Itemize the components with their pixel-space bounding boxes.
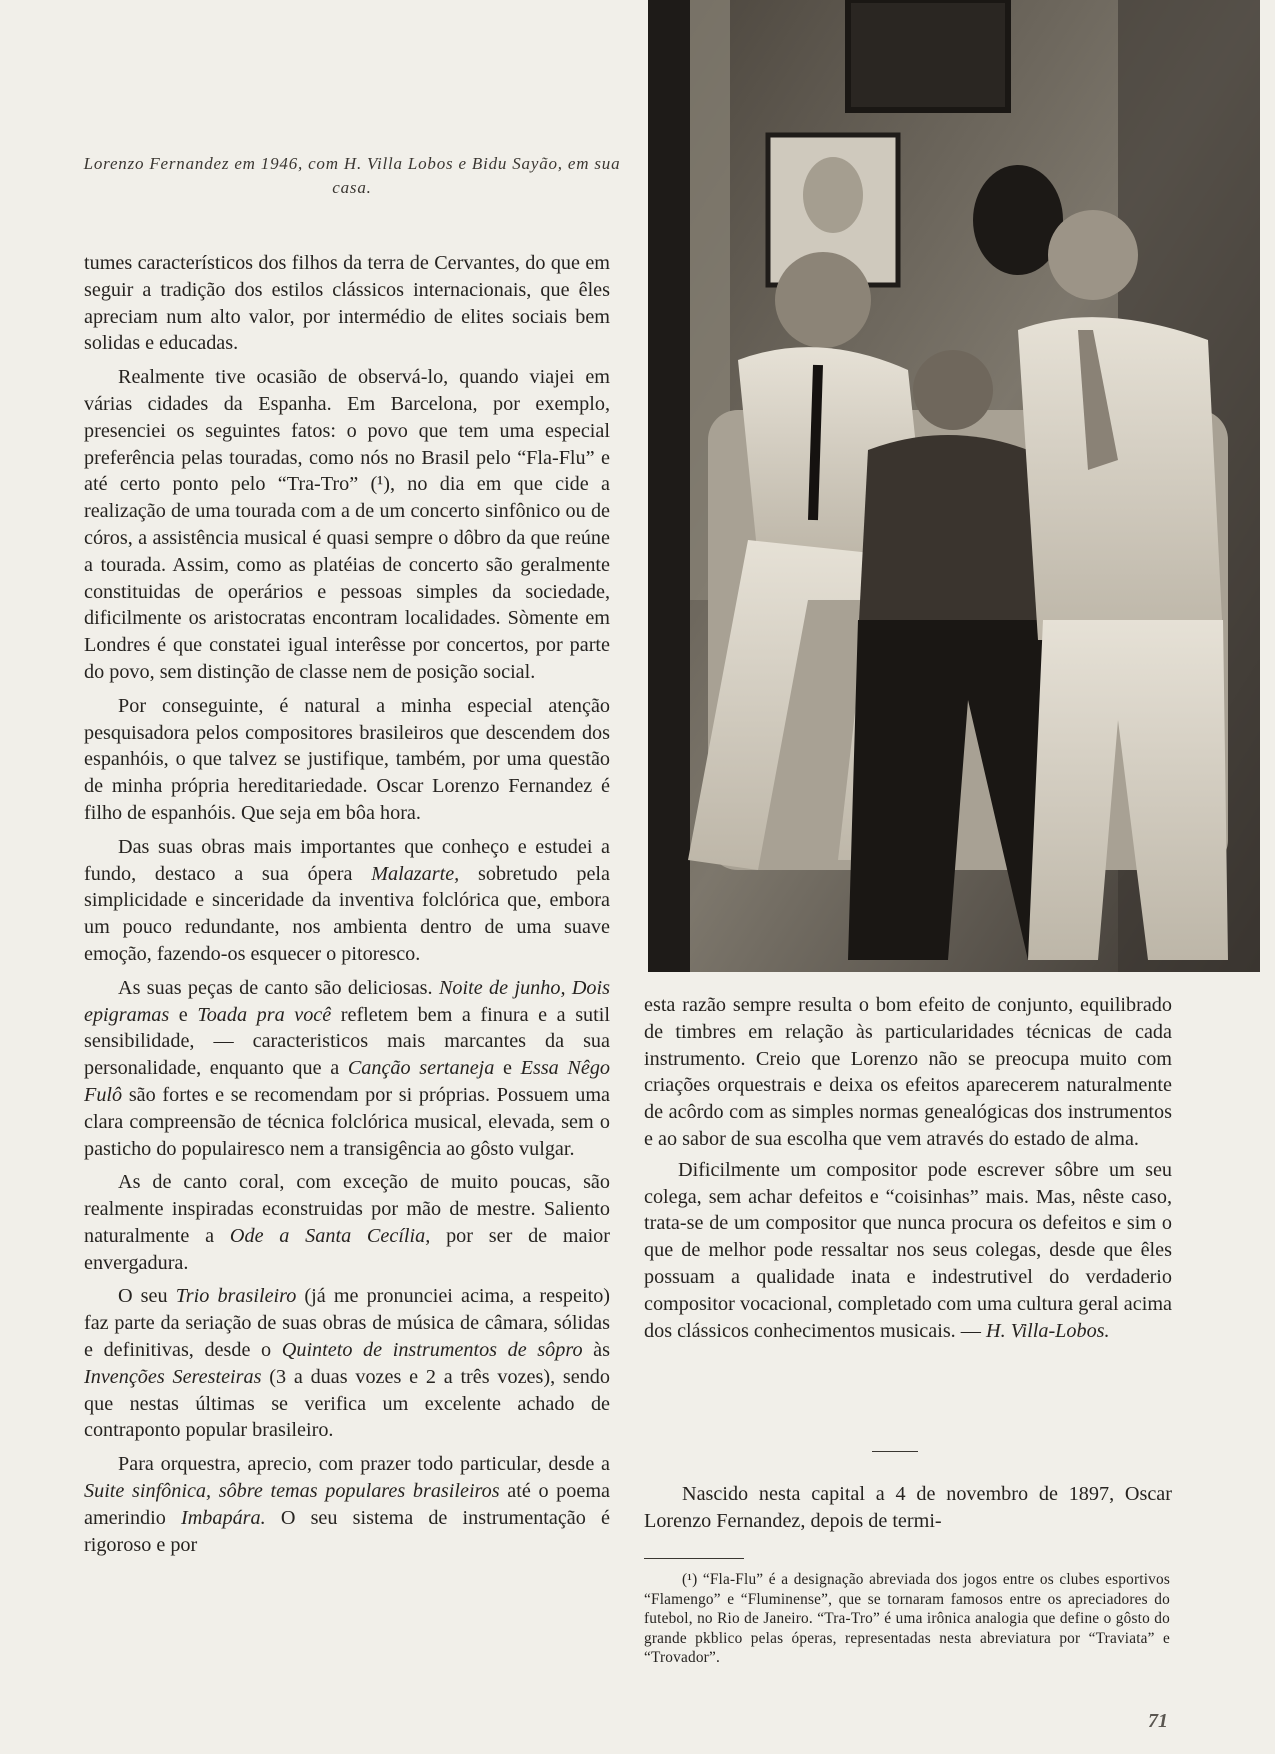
italic-title: Trio brasileiro bbox=[175, 1285, 297, 1308]
italic-title: Imbapára. bbox=[181, 1506, 266, 1529]
photo-illustration bbox=[648, 0, 1260, 972]
text-run: sobretudo pela simplicidade e sinceridade da inventiva folclórica que, embora um pouco redundante, nos ambienta dentro de uma suave emoção, fazendo-os esquecer o pitoresco. bbox=[84, 862, 610, 965]
text-run: Das suas obras mais importantes que conheço e estudei a fundo, destaco a sua ópera bbox=[84, 835, 610, 885]
text-run: (3 a duas vozes e 2 a três vozes), sendo que nestas últimas se verifica um excelente achado de contraponto popular brasileiro. bbox=[84, 1365, 610, 1442]
text-run: e bbox=[169, 1003, 198, 1026]
italic-title: Invenções Seresteiras bbox=[84, 1365, 262, 1388]
italic-title: Suite sinfônica, sôbre temas populares brasileiros bbox=[84, 1480, 500, 1503]
text-run: (já me pronunciei acima, a respeito) faz parte da seriação de suas obras de música de câmara, sólidas e definitivas, desde o bbox=[84, 1285, 611, 1362]
text-run: e bbox=[494, 1057, 521, 1080]
paragraph bbox=[84, 250, 610, 357]
photo-caption: Lorenzo Fernandez em 1946, com H. Villa Lobos e Bidu Sayão, em sua casa. bbox=[83, 154, 621, 197]
italic-title: Toada pra você bbox=[197, 1003, 332, 1026]
text-run: Para orquestra, aprecio, com prazer todo particular, desde a bbox=[118, 1453, 610, 1476]
paragraph bbox=[84, 364, 610, 686]
text-run: por ser de maior envergadura. bbox=[84, 1224, 610, 1274]
text-run: O seu sistema de instrumentação é rigoroso e por bbox=[84, 1506, 610, 1556]
page-number: 71 bbox=[1148, 1710, 1168, 1732]
text-run: são fortes e se recomendam por si próprias. Possuem uma clara compreensão de técnica folclórica musical, elevada, sem o pasticho do populairesco nem a transigência ao gôsto vulgar. bbox=[84, 1083, 610, 1160]
paragraph bbox=[84, 1283, 610, 1444]
paragraph bbox=[84, 975, 610, 1163]
photograph bbox=[648, 0, 1260, 972]
italic-title: Canção sertaneja bbox=[347, 1057, 495, 1080]
text-run: Por conseguinte, é natural a minha especial atenção pesquisadora pelos compositores brasileiros que descendem dos espanhóis, o que talvez se justifique, também, por uma questão de minha própria hereditariedade. Oscar Lorenzo Fernandez é filho de espanhóis. Que seja em bôa hora. bbox=[84, 694, 610, 824]
text-run: às bbox=[582, 1339, 610, 1362]
italic-title: Quinteto de instrumentos de sôpro bbox=[281, 1339, 583, 1362]
text-run: refletem bem a finura e a sutil sensibilidade, — caracteristicos mais marcantes da sua personalidade, enquanto que a bbox=[84, 1003, 610, 1080]
paragraph bbox=[84, 1169, 610, 1276]
section-divider bbox=[872, 1451, 918, 1452]
text-run: Realmente tive ocasião de observá-lo, quando viajei em várias cidades da Espanha. Em Barcelona, por exemplo, presenciei os seguintes fatos: o povo que tem uma especial preferência pelas touradas, como nós no Brasil pelo “Fla-Flu” e até certo ponto pelo “Tra-Tro” (¹), no dia em que cide a realização de uma tourada com a de um concerto sinfônico ou de córos, a assistência musical é quasi sempre o dôbro da que reúne a tourada. Assim, como as platéias de concerto são geralmente constituidas de operários e pessoas simples da sociedade, dificilmente os aristocratas encontram localidades. Sòmente em Londres é que constatei igual interêsse por concertos, por parte do povo, sem distinção de classe nem de posição social. bbox=[84, 366, 610, 683]
italic-title: Noite de junho, Dois epigramas bbox=[84, 976, 610, 1026]
text-run: As suas peças de canto são deliciosas. bbox=[118, 976, 439, 999]
biography-paragraph: Nascido nesta capital a 4 de novembro de 1897, Oscar Lorenzo Fernandez, depois de termi- bbox=[644, 1483, 1172, 1532]
italic-title: Malazarte, bbox=[371, 862, 460, 885]
text-run: esta razão sempre resulta o bom efeito de conjunto, equilibrado de timbres em relação às particularidades técnicas de cada instrumento. Creio que Lorenzo não se preocupa muito com criações orquestrais e deixa os efeitos aparecerem naturalmente de acôrdo com as simples normas genealógicas dos instrumentos e ao sabor de sua escolha que vem através do estado de alma. bbox=[644, 994, 1172, 1150]
text-run: Dificilmente um compositor pode escrever sôbre um seu colega, sem achar defeitos e “coisinhas” mais. Mas, nêste caso, trata-se de um compositor que nunca procura os defeitos e sim o que de melhor pode ressaltar nos seus colegas, desde que êles possuam a qualidade inata e indestrutivel do verdaderio compositor vocacional, completado com uma cultura geral acima dos clássicos conhecimentos musicais. — bbox=[644, 1158, 1172, 1342]
footnote-rule bbox=[644, 1558, 744, 1559]
right-text-column bbox=[644, 992, 1172, 1348]
left-text-column bbox=[84, 250, 610, 1565]
paragraph bbox=[84, 693, 610, 827]
paragraph bbox=[84, 834, 610, 968]
italic-title: Ode a Santa Cecília, bbox=[229, 1224, 431, 1247]
footnote: (¹) “Fla-Flu” é a designação abreviada dos jogos entre os clubes esportivos “Flamengo” e “Fluminense”, que se tornaram famosos entre os apreciadores do futebol, no Rio de Janeiro. “Tra-Tro” é uma irônica analogia que define o gôsto do grande pkblico pelas óperas, representadas nesta abreviatura por “Traviata” e “Trovador”. bbox=[644, 1571, 1170, 1666]
paragraph bbox=[84, 1451, 610, 1558]
italic-title: Essa Nêgo Fulô bbox=[84, 1057, 611, 1106]
paragraph bbox=[644, 992, 1172, 1153]
text-run: até o poema amerindio bbox=[84, 1480, 610, 1529]
paragraph bbox=[644, 1157, 1172, 1345]
text-run: tumes característicos dos filhos da terra de Cervantes, do que em seguir a tradição dos estilos clássicos internacionais, que êles apreciam num alto valor, por intermédio de elites sociais bem solidas e educadas. bbox=[84, 252, 610, 355]
text-run: As de canto coral, com exceção de muito poucas, são realmente inspiradas econstruidas por mão de mestre. Saliento naturalmente a bbox=[84, 1171, 610, 1247]
text-run: O seu bbox=[118, 1285, 176, 1308]
italic-title: H. Villa-Lobos. bbox=[986, 1319, 1110, 1342]
